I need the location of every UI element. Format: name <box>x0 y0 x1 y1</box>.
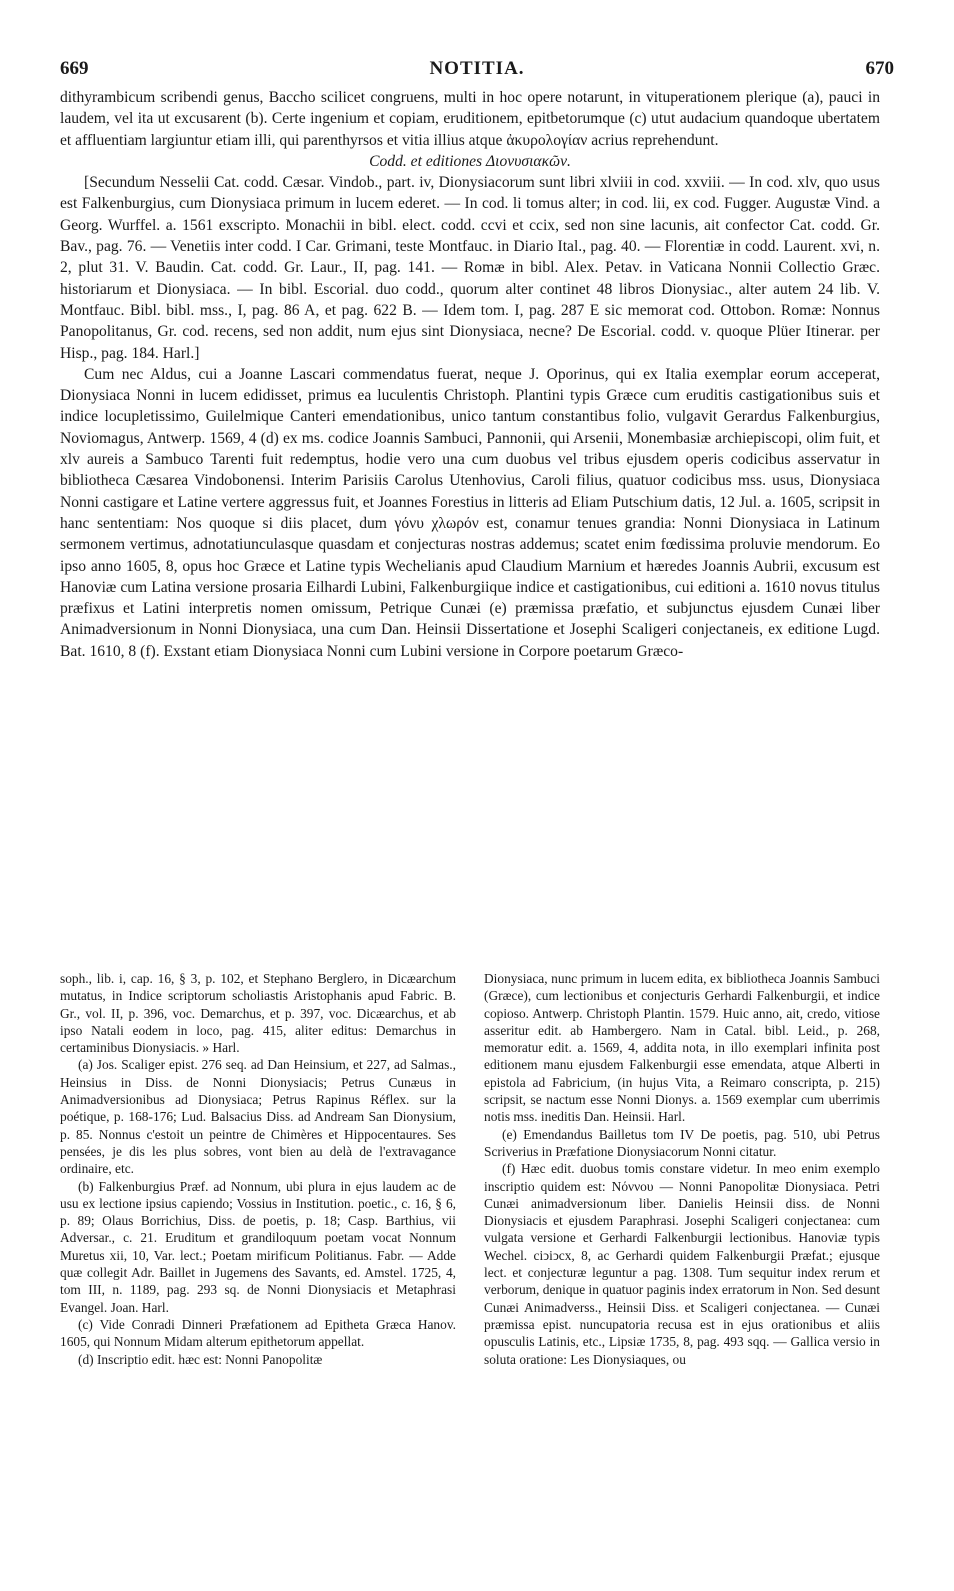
paragraph-dithyrambic: dithyrambicum scribendi genus, Baccho scilicet congruens, multi in hoc opere notarunt, in vituperationem plerique (a), pauci in laudem, vel ita ut excusarent (b). Certe ingenium et copiam, eruditionem, epitbetorumque (c) utut audacium quandoque ubertatem et affluentiam largiuntur etiam illi, qui parenthyrsos et vitia illius atque ἀκυρολογίαν acrius reprehendunt. <box>60 89 880 149</box>
running-header <box>60 58 894 86</box>
footnote-c: (c) Vide Conradi Dinneri Præfationem ad Epitheta Græca Hanov. 1605, qui Nonnum Midam alterum epithetorum appellat. <box>60 1316 456 1350</box>
paragraph-editions: Cum nec Aldus, cui a Joanne Lascari commendatus fuerat, neque J. Oporinus, qui ex Italia exemplar eorum acceperat, Dionysiaca Nonni in lucem edidisset, primus ea luculentis Christoph. Plantini typis Græce cum eruditis castigationibus suis et indice locupletissimo, Guilelmique Canteri emendationibus, unico tantum constantibus folio, vulgavit Gerardus Falkenburgius, Noviomagus, Antwerp. 1569, 4 (d) ex ms. codice Joannis Sambuci, Pannonii, qui Arsenii, Monembasiæ archiepiscopi, olim fuit, et xlv aureis a Sambuco Tarenti fuit redemptus, hodie vero una cum duobus vel tribus ejusdem operis codicibus asservatur in bibliotheca Cæsarea Vindobonensi. Interim Parisiis Carolus Utenhovius, Caroli filius, quatuor codicibus mss. usus, Dionysiaca Nonni castigare et Latine vertere aggressus fuit, et Joannes Forestius in litteris ad Eliam Putschium datis, 12 Jul. a. 1605, scripsit in hanc sententiam: Nos quoque si diis placet, dum γόνυ χλωρόν est, conamur tenues grandia: Nonni Dionysiaca in Latinum sermonem vertimus, adnotatiunculasque quasdam et conjecturas nostras addemus; scatet enim fœdissima proluvie mendorum. Eo ipso anno 1605, 8, opus hoc Græce et Latine typis Wechelianis apud Claudium Marnium et hæredes Joannis Aubrii, excusum est Hanoviæ cum Latina versione prosaria Eilhardi Lubini, Falkenburgiique indice et castigationibus, cui editioni a. 1610 novus titulus præfixus et Latini interpretis nomen omissum, Petrique Cunæi (e) præmissa præfatio, et subjunctus ejusdem Cunæi liber Animadversionum in Nonni Dionysiaca, una cum Dan. Heinsii Dissertatione et Josephi Scaligeri conjectaneis, ex editione Lugd. Bat. 1610, 8 (f). Exstant etiam Dionysiaca Nonni cum Lubini versione in Corpore poetarum Græco- <box>60 365 880 660</box>
footnote-d-continuation: Dionysiaca, nunc primum in lucem edita, ex bibliotheca Joannis Sambuci (Græce), cum lectionibus et conjecturis Gerhardi Falkenburgii, et indice copioso. Antwerp. Christoph Plantin. 1579. Huic anno, ait, credo, vitiose asseritur edit. ab Hambergero. Nam in Catal. bibl. Leid., p. 268, memoratur edit. a. 1569, 4, addita nota, in illo exemplari infinita post editionem manu ejusdem Falkenburgii esse emendata, atque Alberti in epistola ad Fabricium, (in hujus Vita, a Reimaro conscripta, p. 215) scripsit, se nactum esse Nonni Dionys. a. 1569 exemplar cum uberrimis notis mss. ineditis Dan. Heinsii. Harl. <box>484 971 880 1125</box>
paragraph-codices: [Secundum Nesselii Cat. codd. Cæsar. Vindob., part. iv, Dionysiacorum sunt libri xlviii in cod. xxviii. — In cod. xlv, quo usus est Falkenburgius, cum Dionysiaca primum in lucem ederet. — In cod. li tomus alter; in cod. lii, ex cod. Fugger. Augustæ Vind. a Georg. Wurffel. a. 1561 exscripto. Monachii in bibl. elect. codd. ccvi et ccix, sed non sine lacunis, ait confector Cat. codd. Gr. Bav., pag. 76. — Venetiis inter codd. I Car. Grimani, teste Montfauc. in Diario Ital., pag. 40. — Florentiæ in codd. Laurent. xvi, n. 2, plut 31. V. Baudin. Cat. codd. Gr. Laur., II, pag. 141. — Romæ in bibl. Alex. Petav. in Vaticana Nonnii Collectio Græc. historiarum et Dionysiaca. — In bibl. Escorial. duo codd., quorum alter continet 48 libros Dionysiac., alter autem 24 lib. V. Montfauc. Bibl. bibl. mss., I, pag. 86 A, et pag. 622 B. — Idem tom. I, pag. 287 E sic memorat cod. Ottobon. Romæ: Nonnus Panopolitanus, Gr. cod. recens, sed non addit, num ejus sint Dionysiaca, necne? De Escorial. codd. v. quoque Plüer Itinerar. per Hisp., pag. 184. Harl.] <box>60 174 880 362</box>
footnote-e: (e) Emendandus Bailletus tom IV De poetis, pag. 510, ubi Petrus Scriverius in Præfatione Dionysiacorum Nonni citatur. <box>484 1126 880 1159</box>
footnote-a: (a) Jos. Scaliger epist. 276 seq. ad Dan Heinsium, et 227, ad Salmas., Heinsius in Diss. de Nonni Dionysiacis; Petrus Cunæus in Animadversionibus ad Dionysiaca; Petrus Rapinus Réflex. sur la poétique, p. 168-176; Lud. Balsacius Diss. ad Andream San Dionysium, p. 85. Nonnus c'estoit un peintre de Chimères et Hippocentaures. Ses pensées, je dis les plus sobres, vont bien au delà de l'extravagance ordinaire, etc. <box>60 1057 456 1177</box>
main-text <box>60 87 880 662</box>
footnote-continuation: soph., lib. i, cap. 16, § 3, p. 102, et Stephano Berglero, in Dicæarchum mutatus, in Indice scriptorum scholiastis Aristophanis apud Fabric. B. Gr., vol. II, p. 396, voc. Demarchus, et p. 397, voc. Dicæarchus, et ab ipso Natali eodem in loco, pag. 415, aliter editus: Demarchus in certaminibus Dionysiacis. » Harl. <box>60 971 456 1056</box>
footnotes-right-column <box>484 970 880 1368</box>
footnote-b: (b) Falkenburgius Præf. ad Nonnum, ubi plura in ejus laudem ac de usu ex lectione ipsius capiendo; Vossius in Institution. poetic., c. 16, § 6, p. 89; Olaus Borrichius, Diss. de poetis, p. 18; Casp. Barthius, vii Adversar., c. 21. Eruditum et grandiloquum poetam vocat Nonnum Muretus xii, 10, Var. lect.; Poetam mirificum Politianus. Fabr. — Adde quæ collegit Adr. Baillet in Jugemens des Savants, ed. Amstel. 1725, 4, tom III, n. 1189, pag. 293 sq. de Nonni Dionysiacis et Metaphrasi Evangel. Joan. Harl. <box>60 1178 456 1315</box>
footnotes-left-column <box>60 970 456 1368</box>
footnote-d: (d) Inscriptio edit. hæc est: Nonni Panopolitæ <box>78 1351 323 1367</box>
page-number-right: 670 <box>865 58 894 79</box>
footnote-f: (f) Hæc edit. duobus tomis constare videtur. In meo enim exemplo inscriptio quidem est: Νόννου — Nonni Panopolitæ Dionysiaca. Petri Cunæi animadversionum liber. Danielis Heinsii diss. de Nonni Dionysiacis et ejusdem Paraphrasi. Josephi Scaligeri conjectanea: cum vulgata versione et Gerhardi Falkenburgii lectionibus. Hanoviæ typis Wechel. ciↄiↄcx, 8, ac Gerhardi quidem Falkenburgii Præfat.; ejusque lect. et conjecturæ leguntur a pag. 1308. Tum sequitur index rerum et verborum, denique in quatuor paginis index erratorum in Non. Sed desunt Cunæi Animadverss., Heinsii Diss. et Scaligeri conjectanea. — Cunæi præmissa epist. nuncupatoria recusa est in ejus orationibus et aliis opusculis Latinis, etc., Lipsiæ 1735, 8, pag. 493 sqq. — Gallica versio in soluta oratione: Les Dionysiaques, ou <box>484 1161 880 1367</box>
page-number-left: 669 <box>60 58 89 79</box>
section-heading: Codd. et editiones Διονυσιακῶν. <box>369 152 571 170</box>
running-title: NOTITIA. <box>429 58 525 79</box>
